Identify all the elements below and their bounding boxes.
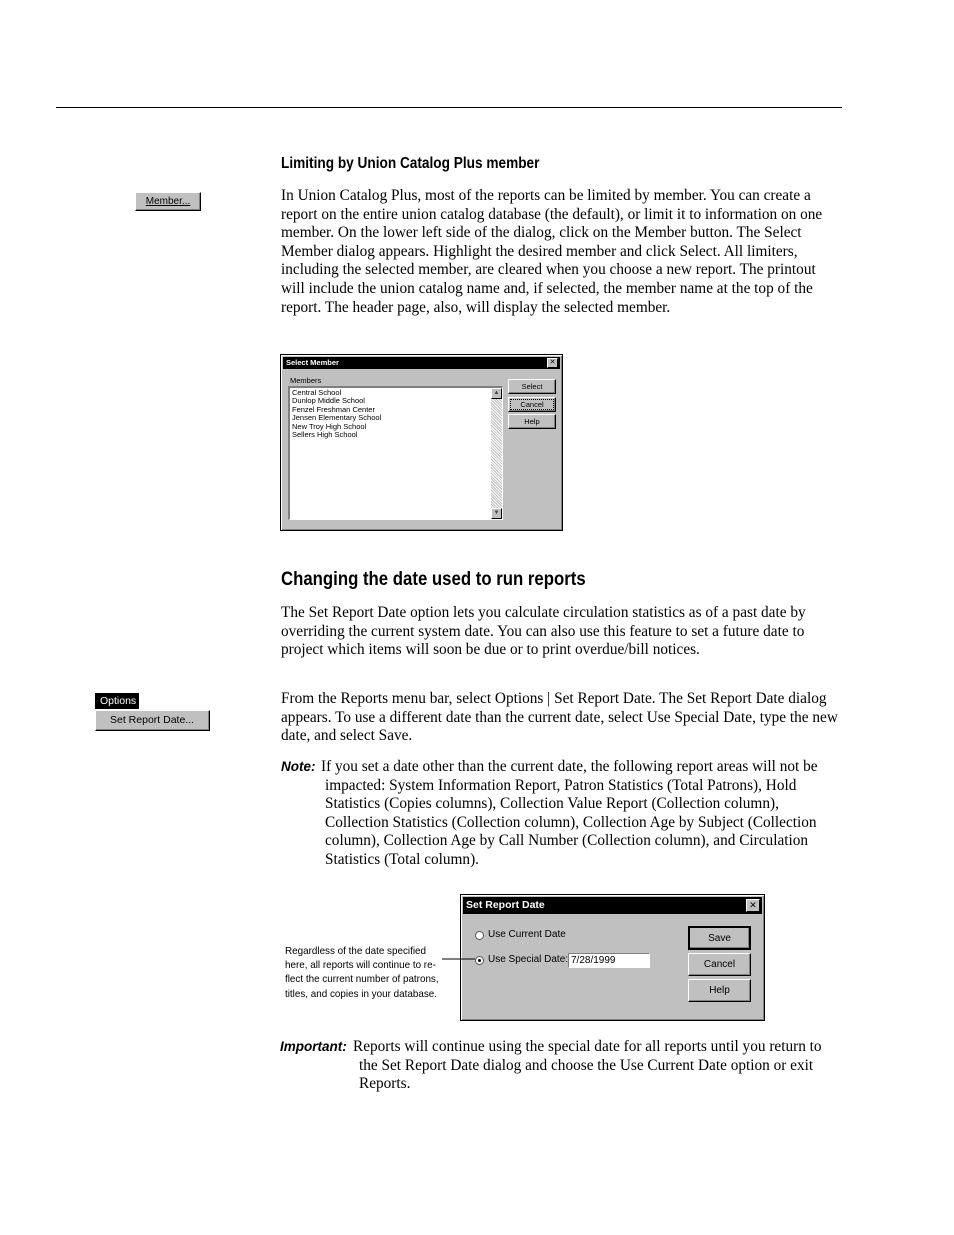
special-date-input[interactable]: 7/28/1999: [568, 953, 650, 968]
note-label: Note:: [281, 759, 316, 774]
note-text: If you set a date other than the current date, the following report areas will not be impacted: System Information Report, Patron Statistics (Total Patrons), Hold Statistics (Copies columns), Collection Value Report (Collection column), Collection Statistics (Collection column), Collection Age by Subject (Collection column), Collection Age by Call Number (Collection column), and Circulation Statistics (Total column).: [321, 758, 818, 868]
member-button[interactable]: [135, 192, 201, 211]
member-paragraph: In Union Catalog Plus, most of the reports can be limited by member. You can create a report on the entire union catalog database (the default), or limit it to information on one member. On the lower left side of the dialog, click on the Member button. The Select Member dialog appears. Highlight the desired member and click Select. All limiters, including the selected member, are cleared when you choose a new report. The printout will include the union catalog name and, if selected, the member name at the top of the report. The header page, also, will display the selected member.: [281, 187, 823, 316]
help-button-label: Help: [524, 417, 540, 426]
use-special-date-label[interactable]: Use Special Date:: [488, 954, 569, 965]
use-current-date-label[interactable]: Use Current Date: [488, 929, 566, 940]
date-help-button-label: Help: [709, 985, 730, 996]
select-button[interactable]: [508, 379, 556, 394]
member-list-item[interactable]: Sellers High School: [292, 430, 358, 440]
select-button-label: Select: [521, 382, 543, 391]
select-member-dialog: [280, 354, 563, 531]
set-report-date-menu-label: Set Report Date...: [110, 714, 195, 726]
save-button[interactable]: [688, 926, 751, 950]
use-current-date-radio[interactable]: [475, 931, 484, 940]
select-member-close-icon[interactable]: ✕: [547, 358, 558, 368]
date-cancel-button[interactable]: [688, 953, 751, 976]
members-list: [290, 389, 490, 439]
date-help-button[interactable]: [688, 979, 751, 1002]
callout-leader-line: [440, 955, 480, 965]
section-heading-member: Limiting by Union Catalog Plus member: [281, 155, 540, 172]
set-report-date-menu-item[interactable]: [95, 710, 210, 731]
set-report-date-titlebar: [463, 897, 762, 914]
options-menu[interactable]: [95, 693, 139, 709]
header-rule: [56, 107, 842, 108]
select-member-title: Select Member: [286, 358, 339, 367]
scroll-up-icon[interactable]: ▲: [491, 388, 502, 399]
member-list-item[interactable]: Dunlop Middle School: [292, 396, 365, 406]
date-cancel-button-label: Cancel: [703, 959, 736, 970]
member-button-label: Member...: [145, 196, 191, 207]
cancel-button-label: Cancel: [520, 400, 544, 409]
date-paragraph-2: From the Reports menu bar, select Options | Set Report Date. The Set Report Date dialog appears. To use a different date than the current date, select Use Special Date, type the new date, and select Save.: [281, 690, 838, 745]
save-button-label: Save: [708, 933, 731, 944]
set-report-date-title: Set Report Date: [466, 899, 545, 911]
section-heading-date: Changing the date used to run reports: [281, 568, 586, 590]
members-scrollbar[interactable]: [491, 388, 502, 519]
options-menu-label: Options: [100, 695, 137, 707]
select-member-titlebar: [283, 357, 560, 369]
members-listbox[interactable]: [288, 386, 503, 520]
scroll-down-icon[interactable]: ▼: [491, 508, 502, 519]
callout-text: Regardless of the date specified here, all reports will continue to re-flect the current number of patrons, titles, and copies in your database.: [285, 945, 439, 1000]
member-list-item[interactable]: Fenzel Freshman Center: [292, 404, 375, 414]
important-text: Reports will continue using the special date for all reports until you return to the Set Report Date dialog and choose the Use Current Date option or exit Reports.: [353, 1038, 822, 1093]
set-report-date-close-icon[interactable]: ✕: [746, 899, 760, 912]
member-list-item[interactable]: New Troy High School: [292, 421, 367, 431]
date-paragraph-1: The Set Report Date option lets you calculate circulation statistics as of a past date by overriding the current system date. You can also use this feature to set a future date to project which items will soon be due or to print overdue/bill notices.: [281, 604, 806, 659]
important-label: Important:: [280, 1039, 347, 1054]
members-list-label: Members: [290, 376, 322, 385]
set-report-date-dialog: [460, 894, 765, 1021]
member-list-item[interactable]: Jensen Elementary School: [292, 413, 382, 423]
cancel-button[interactable]: [508, 397, 556, 412]
help-button[interactable]: [508, 414, 556, 429]
member-list-item[interactable]: Central School: [292, 388, 342, 397]
